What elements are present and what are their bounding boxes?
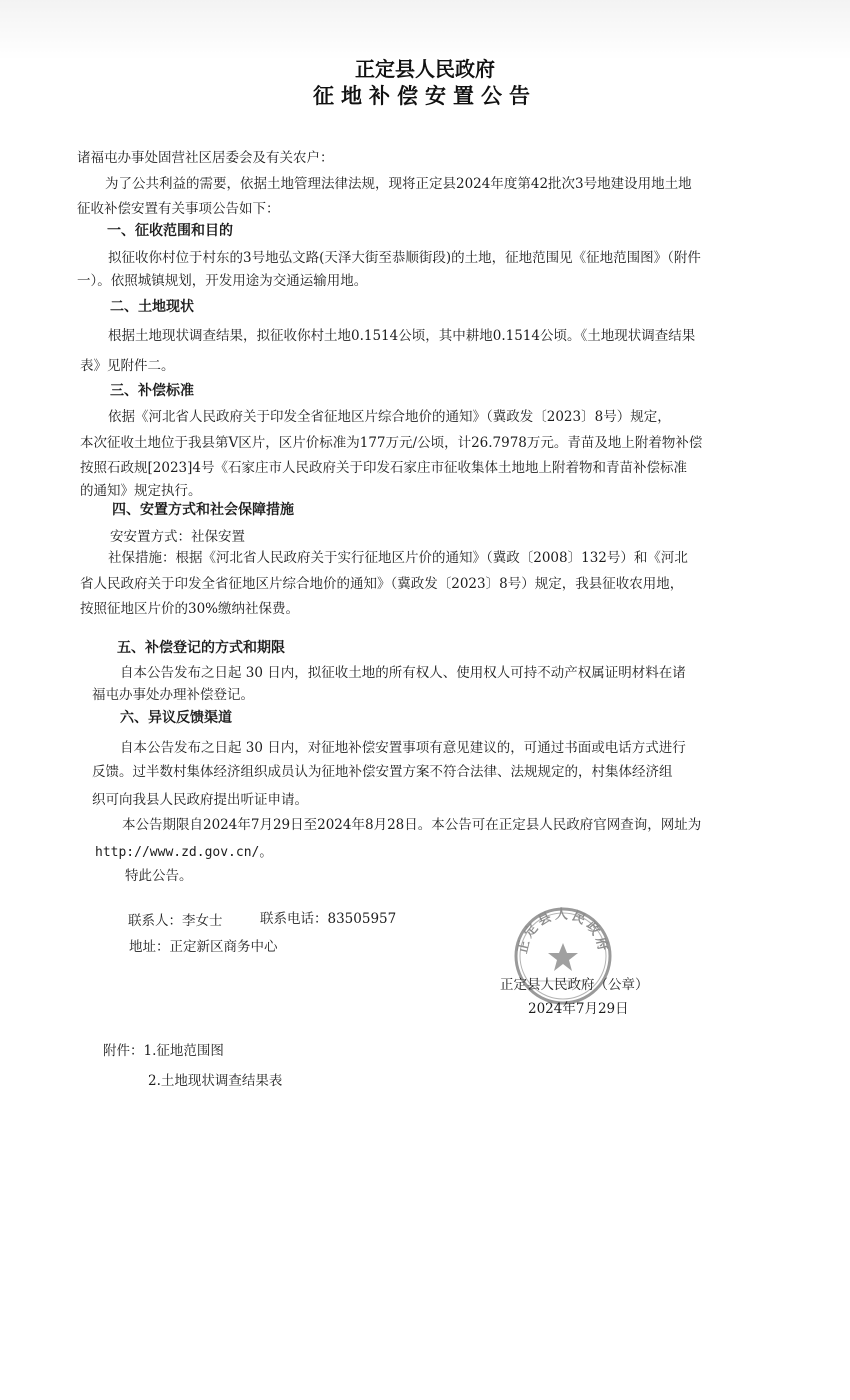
section-4-line: 省人民政府关于印发全省征地区片综合地价的通知》（冀政发〔2023〕8号）规定，我县征收农用地， [80,576,684,592]
scan-shade [0,0,850,60]
attachments-label: 附件：1.征地范围图 [103,1043,224,1059]
section-6-line: 反馈。过半数村集体经济组织成员认为征地补偿安置方案不符合法律、法规规定的，村集体经济组 [92,764,673,780]
section-1-line: 拟征收你村位于村东的3号地弘文路(天泽大街至恭顺街段)的土地，征地范围见《征地范围图》（附件 [108,250,701,266]
section-4-line: 社保措施：根据《河北省人民政府关于实行征地区片价的通知》（冀政〔2008〕132号）和《河北 [108,550,688,566]
contact-address: 地址：正定新区商务中心 [129,939,278,955]
section-4-line: 按照征地区片价的30%缴纳社保费。 [80,601,300,617]
section-4-heading: 四、安置方式和社会保障措施 [112,502,294,518]
signing-authority: 正定县人民政府（公章） [500,977,649,993]
section-1-heading: 一、征收范围和目的 [107,223,233,239]
notice-period: 本公告期限自2024年7月29日至2024年8月28日。本公告可在正定县人民政府官网查询，网址为 [122,817,702,833]
section-5-line: 福屯办事处办理补偿登记。 [92,687,254,703]
section-2-line: 表》见附件二。 [80,358,175,374]
intro-line-1: 为了公共利益的需要，依据土地管理法律法规，现将正定县2024年度第42批次3号地建设用地土地 [105,176,692,192]
section-3-line: 依据《河北省人民政府关于印发全省征地区片综合地价的通知》（冀政发〔2023〕8号）规定， [108,409,671,425]
issuing-authority-title: 正定县人民政府 [355,57,495,81]
website-url: http://www.zd.gov.cn/。 [95,845,273,860]
seal-text: 正定县人民政府 [515,907,611,955]
attachment-item: 2.土地现状调查结果表 [148,1073,283,1089]
section-6-heading: 六、异议反馈渠道 [120,710,232,726]
section-6-line: 自本公告发布之日起 30 日内，对征地补偿安置事项有意见建议的，可通过书面或电话方式进行 [120,740,686,756]
section-1-line: 一）。依照城镇规划，开发用途为交通运输用地。 [77,273,368,289]
section-4-line: 安安置方式：社保安置 [110,529,245,545]
section-5-heading: 五、补偿登记的方式和期限 [117,640,285,656]
section-5-line: 自本公告发布之日起 30 日内，拟征收土地的所有权人、使用权人可持不动产权属证明材料在诸 [120,665,686,681]
section-3-line: 按照石政规[2023]4号《石家庄市人民政府关于印发石家庄市征收集体土地地上附着物和青苗补偿标准 [80,460,687,476]
signing-date: 2024年7月29日 [528,1001,629,1017]
notice-title: 征地补偿安置公告 [313,84,537,108]
contact-person: 联系人：李女士 [128,913,223,929]
intro-line-2: 征收补偿安置有关事项公告如下： [77,201,280,217]
contact-phone: 联系电话：83505957 [260,911,397,927]
section-6-line: 织可向我县人民政府提出听证申请。 [92,792,308,808]
closing-phrase: 特此公告。 [125,868,193,884]
section-2-line: 根据土地现状调查结果，拟征收你村土地0.1514公顷，其中耕地0.1514公顷。《土地现状调查结果 [108,328,696,344]
section-2-heading: 二、土地现状 [110,299,194,315]
section-3-heading: 三、补偿标准 [110,383,194,399]
addressee: 诸福屯办事处固营社区居委会及有关农户： [77,150,334,166]
section-3-line: 的通知》规定执行。 [80,483,202,499]
section-3-line: 本次征收土地位于我县第Ⅴ区片，区片价标准为177万元/公顷，计26.7978万元。青苗及地上附着物补偿 [80,435,703,451]
